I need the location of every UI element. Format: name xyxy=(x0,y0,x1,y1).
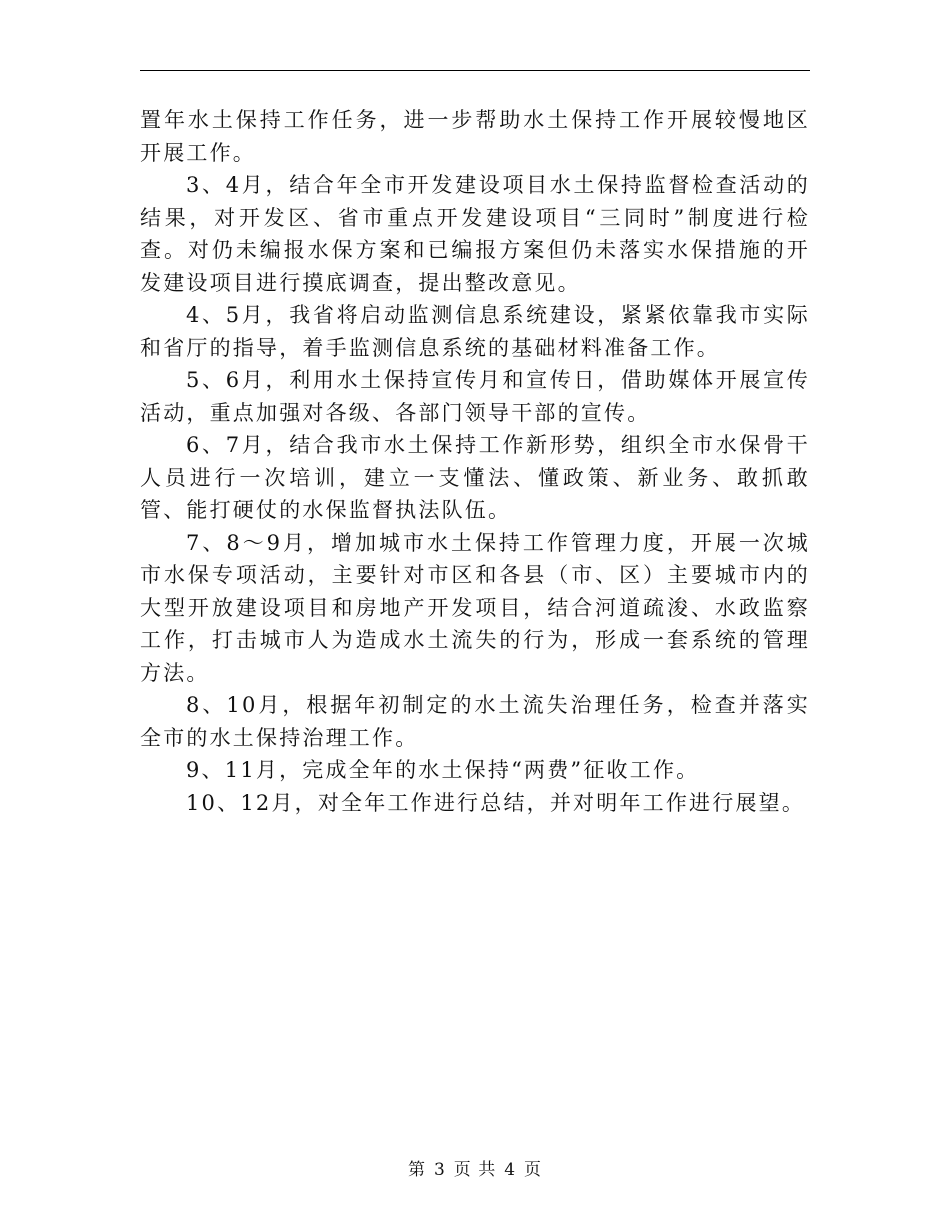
paragraph-9: 10、12月，对全年工作进行总结，并对明年工作进行展望。 xyxy=(186,790,806,815)
paragraph-4: 5、6月，利用水土保持宣传月和宣传日，借助媒体开展宣传活动，重点加强对各级、各部门领导干部的宣传。 xyxy=(140,368,810,425)
footer-middle: 页 共 xyxy=(453,1160,497,1180)
footer-page-number: 3 xyxy=(433,1160,446,1180)
footer-suffix: 页 xyxy=(524,1160,543,1180)
paragraph-5: 6、7月，结合我市水土保持工作新形势，组织全市水保骨干人员进行一次培训，建立一支懂法、懂政策、新业务、敢抓敢管、能打硬仗的水保监督执法队伍。 xyxy=(140,433,810,522)
footer-prefix: 第 xyxy=(407,1160,426,1180)
paragraph-6: 7、8～9月，增加城市水土保持工作管理力度，开展一次城市水保专项活动，主要针对市区和各县（市、区）主要城市内的大型开放建设项目和房地产开发项目，结合河道疏浚、水政监察工作，打击城市人为造成水土流失的行为，形成一套系统的管理方法。 xyxy=(140,530,810,685)
page-footer xyxy=(0,1155,950,1180)
paragraph-3: 4、5月，我省将启动监测信息系统建设，紧紧依靠我市实际和省厅的指导，着手监测信息系统的基础材料准备工作。 xyxy=(140,303,810,360)
paragraph-7: 8、10月，根据年初制定的水土流失治理任务，检查并落实全市的水土保持治理工作。 xyxy=(140,693,810,750)
paragraph-1: 置年水土保持工作任务，进一步帮助水土保持工作开展较慢地区开展工作。 xyxy=(140,108,810,165)
paragraph-2: 3、4月，结合年全市开发建设项目水土保持监督检查活动的结果，对开发区、省市重点开发建设项目“三同时”制度进行检查。对仍未编报水保方案和已编报方案但仍未落实水保措施的开发建设项目进行摸底调查，提出整改意见。 xyxy=(140,173,810,295)
header-rule xyxy=(140,70,810,71)
document-body xyxy=(140,104,810,819)
footer-total-pages: 4 xyxy=(504,1160,517,1180)
paragraph-8: 9、11月，完成全年的水土保持“两费”征收工作。 xyxy=(186,758,700,782)
